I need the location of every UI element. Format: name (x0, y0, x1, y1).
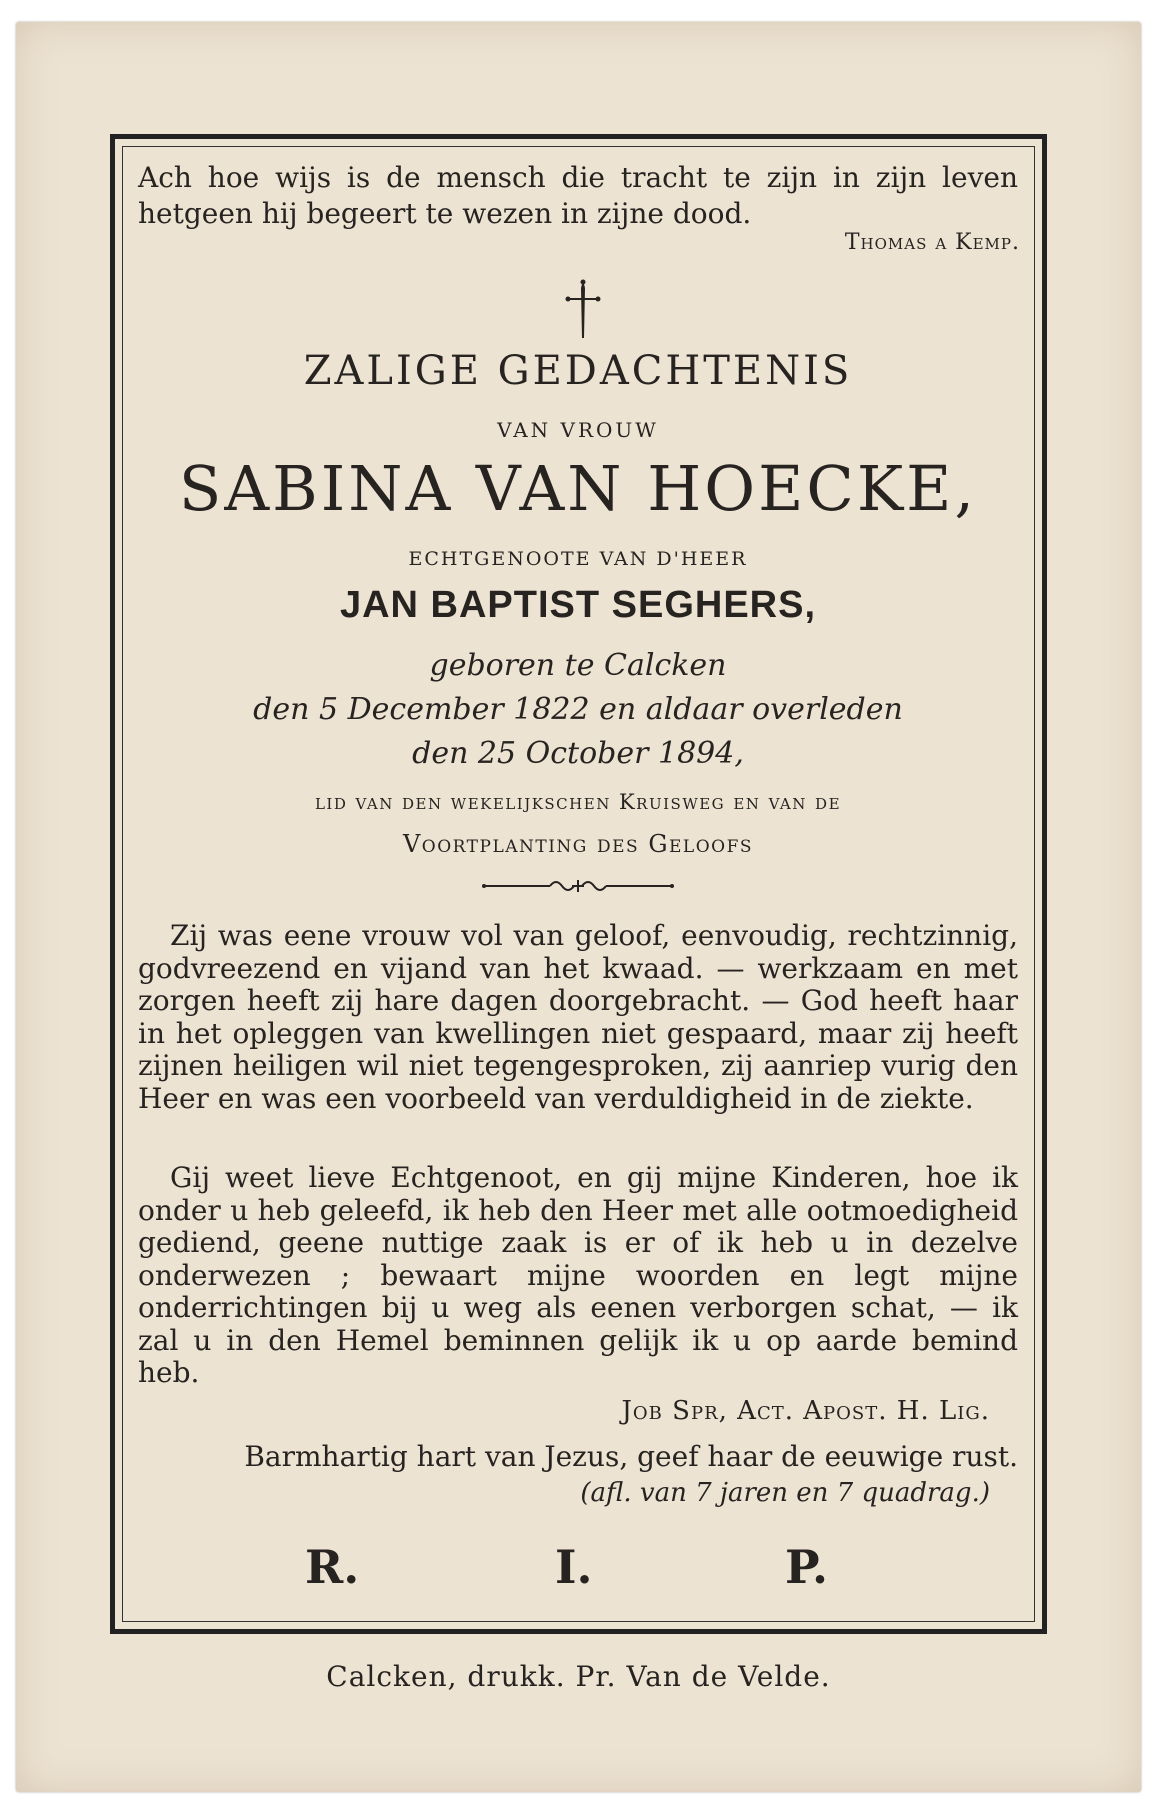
paragraph-2: Gij weet lieve Echtgenoot, en gij mijne Kinderen, hoe ik onder u heb geleefd, ik heb den Heer met alle ootmoedigheid gediend, geene nuttige zaak is er of ik heb u in dezelve onderwezen ; bewaart mijne woorden en legt mijne onderrichtingen bij u weg als eenen verborgen schat, — ik zal u in den Hemel beminnen gelijk ik u op aarde bemind heb. (138, 1161, 1018, 1389)
van-vrouw-label: VAN VROUW (497, 418, 659, 442)
ornament-divider-icon (478, 876, 678, 896)
epigraph-quote: Ach hoe wijs is de mensch die tracht te zijn in zijn leven hetgeen hij begeert te wezen in zijne dood. (138, 161, 1018, 230)
prayer-line: Barmhartig hart van Jezus, geef haar de eeuwige rust. (244, 1440, 1018, 1473)
paragraph-1: Zij was eene vrouw vol van geloof, eenvoudig, rechtzinnig, godvreezend en vijand van het kwaad. — werkzaam en met zorgen heeft zij hare dagen doorgebracht. — God heeft haar in het opleggen van kwellingen niet gespaard, maar zij heeft zijnen heiligen wil niet tegengesproken, zij aanriep vurig den Heer en was een voorbeeld van verduldigheid in de ziekte. (138, 919, 1018, 1115)
memorial-title: ZALIGE GEDACHTENIS (303, 348, 853, 394)
indulgence-note: (afl. van 7 jaren en 7 quadrag.) (580, 1478, 990, 1508)
membership-line-1: lid van den wekelijkschen Kruisweg en van de (314, 790, 842, 814)
scripture-reference: Job Spr, Act. Apost. H. Lig. (621, 1396, 990, 1426)
birth-line: geboren te Calcken (429, 648, 727, 683)
rip-letter-p: P. (785, 1540, 828, 1594)
death-date-line: den 25 October 1894, (412, 736, 744, 771)
epigraph-author: Thomas a Kemp. (844, 230, 1020, 255)
husband-name: JAN BAPTIST SEGHERS, (339, 584, 817, 626)
spouse-label: ECHTGENOOTE VAN D'HEER (408, 548, 748, 570)
printer-imprint: Calcken, drukk. Pr. Van de Velde. (326, 1660, 831, 1693)
membership-line-2: Voortplanting des Geloofs (402, 830, 754, 858)
birth-death-line: den 5 December 1822 en aldaar overleden (253, 692, 903, 727)
rip-letter-i: I. (555, 1540, 593, 1594)
rip-letter-r: R. (305, 1540, 360, 1594)
cross-icon (565, 278, 601, 340)
deceased-name: SABINA VAN HOECKE, (178, 452, 978, 525)
